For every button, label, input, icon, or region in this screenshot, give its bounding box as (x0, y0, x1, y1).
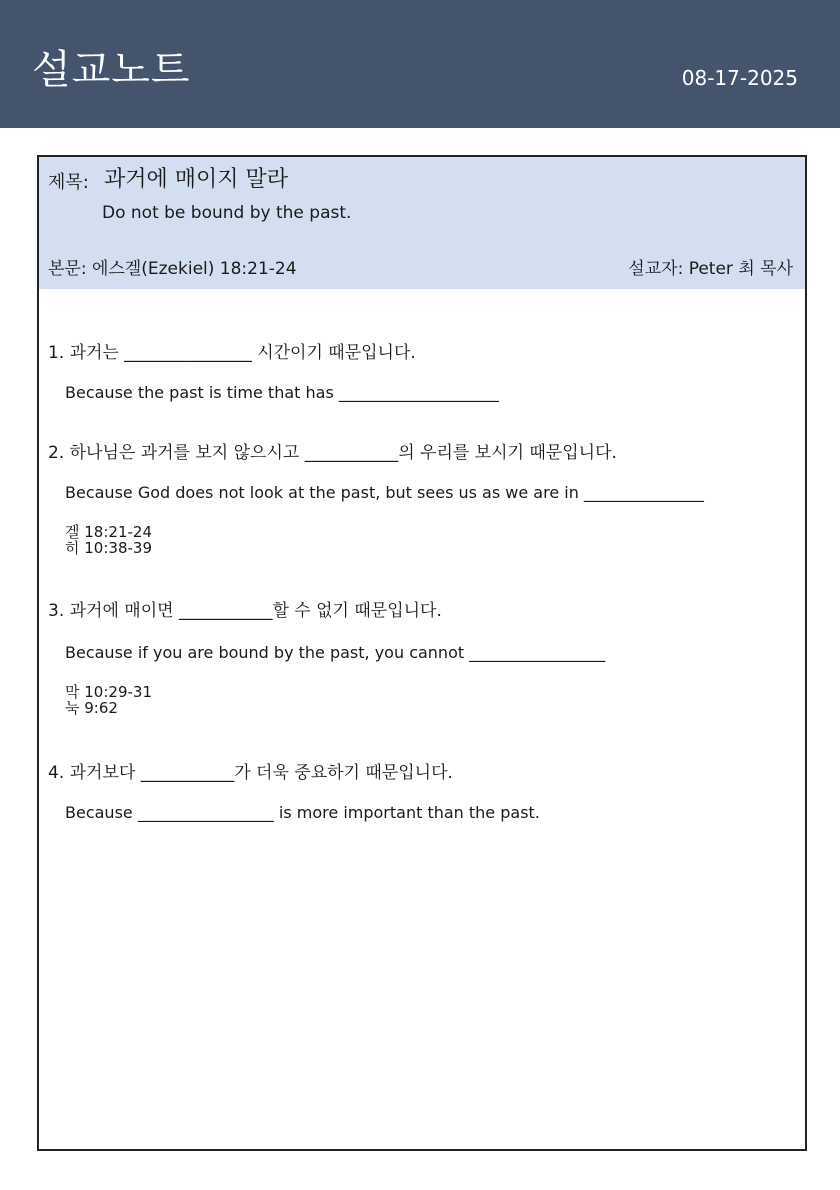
preacher-name: 설교자: Peter 최 목사 (628, 259, 793, 279)
point-3-korean: 3. 과거에 매이면 ___________할 수 없기 때문입니다. (48, 601, 442, 621)
point-4-english: Because _________________ is more important than the past. (65, 803, 540, 822)
scripture-reference: 본문: 에스겔(Ezekiel) 18:21-24 (48, 259, 297, 279)
point-2-references (65, 524, 152, 556)
bible-reference: 겔 18:21-24 (65, 523, 152, 541)
bible-reference: 막 10:29-31 (65, 683, 152, 701)
sermon-date: 08-17-2025 (681, 66, 798, 90)
bible-reference: 눅 9:62 (65, 699, 118, 717)
point-2-english: Because God does not look at the past, but sees us as we are in _______________ (65, 483, 704, 502)
page-header (0, 0, 840, 128)
sermon-title-english: Do not be bound by the past. (102, 203, 352, 223)
point-1-korean: 1. 과거는 _______________ 시간이기 때문입니다. (48, 343, 416, 363)
point-3-references (65, 684, 152, 716)
point-4-korean: 4. 과거보다 ___________가 더욱 중요하기 때문입니다. (48, 763, 453, 783)
bible-reference: 히 10:38-39 (65, 539, 152, 557)
point-1-english: Because the past is time that has ____________________ (65, 383, 499, 402)
sermon-title-korean: 과거에 매이지 말라 (104, 167, 289, 192)
point-2-korean: 2. 하나님은 과거를 보지 않으시고 ___________의 우리를 보시기 때문입니다. (48, 443, 617, 463)
title-label: 제목: (48, 172, 89, 193)
page-title: 설교노트 (32, 47, 191, 93)
sermon-info-panel (39, 157, 805, 289)
point-3-english: Because if you are bound by the past, you cannot _________________ (65, 643, 606, 662)
notes-frame (37, 155, 807, 1151)
